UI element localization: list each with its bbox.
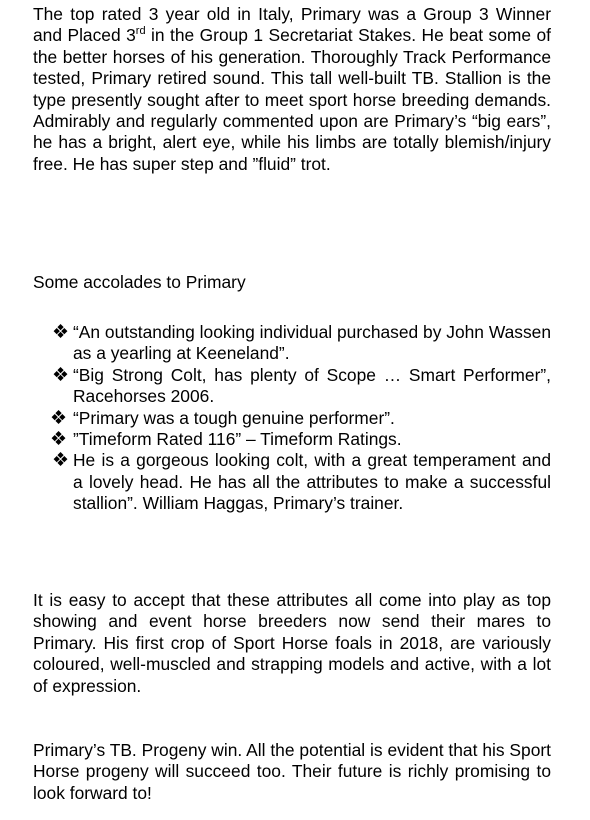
accolade-item (33, 322, 551, 365)
accolade-item (33, 450, 551, 514)
accolades-list (33, 322, 551, 515)
breeding-paragraph: It is easy to accept that these attributes all come into play as top showing and event horse breeders now send their mares to Primary. His first crop of Sport Horse foals in 2018, are variously coloured, well-muscled and strapping models and active, with a lot of expression. (33, 590, 551, 696)
accolade-text: “An outstanding looking individual purchased by John Wassen as a yearling at Keeneland”. (73, 322, 551, 364)
ordinal-superscript: rd (135, 25, 146, 38)
accolade-text: “Big Strong Colt, has plenty of Scope … Smart Performer”, Racehorses 2006. (73, 364, 551, 407)
diamond-bullet-icon: ❖ (52, 364, 70, 386)
diamond-bullet-icon: ❖ (50, 429, 68, 451)
accolade-text: “Primary was a tough genuine performer”. (73, 407, 395, 428)
closing-paragraph: Primary’s TB. Progeny win. All the potential is evident that his Sport Horse progeny will succeed too. Their future is richly promising to look forward to! (33, 740, 551, 803)
diamond-bullet-icon: ❖ (52, 450, 70, 472)
accolades-heading: Some accolades to Primary (33, 272, 246, 292)
diamond-bullet-icon: ❖ (50, 407, 68, 429)
accolade-text: ”Timeform Rated 116” – Timeform Ratings. (73, 429, 402, 450)
accolade-item (33, 429, 551, 450)
intro-text-start: The top rated 3 year old in Italy, Primary was a Group 3 Winner and Placed 3 (33, 4, 551, 46)
diamond-bullet-icon: ❖ (52, 322, 70, 343)
intro-text-end: in the Group 1 Secretariat Stakes. He beat some of the better horses of his generation. Thoroughly Track Performance tested, Primary retired sound. This tall well-built TB. Stallion is the type presently sought after to meet sport horse breeding demands. Admirably and regularly commented upon are Primary’s “big ears”, he has a bright, alert eye, while his limbs are totally blemish/injury free. He has super step and ”fluid” trot. (33, 25, 552, 174)
accolade-text: He is a gorgeous looking colt, with a great temperament and a lovely head. He has all the attributes to make a successful stallion”. William Haggas, Primary’s trainer. (73, 450, 551, 514)
intro-paragraph (33, 4, 551, 175)
accolade-item (33, 365, 551, 408)
accolade-item (33, 408, 551, 429)
